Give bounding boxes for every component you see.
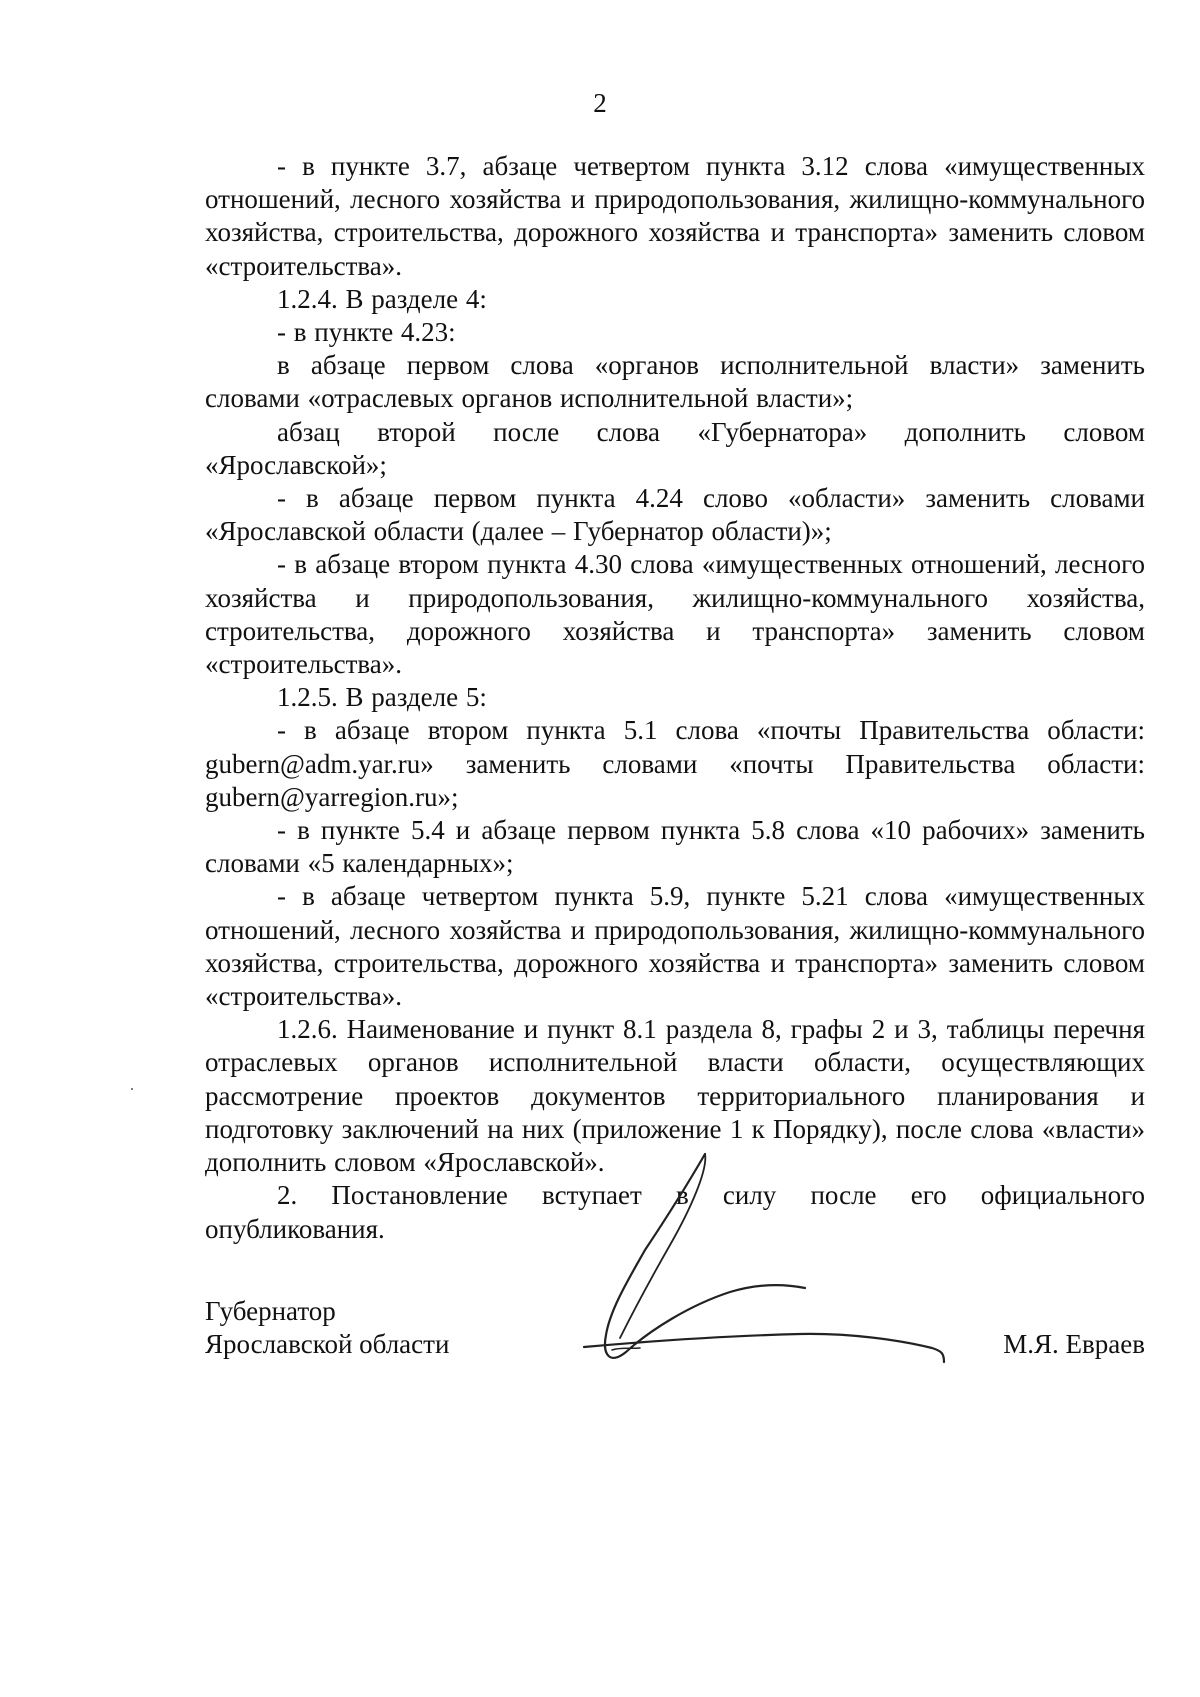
paragraph: - в абзаце втором пункта 4.30 слова «имущественных отношений, лесного хозяйства и природопользования, жилищно-коммунального хозяйства, строительства, дорожного хозяйства и транспорта» заменить словом «строительства». [205,549,1145,680]
paragraph: - в абзаце четвертом пункта 5.9, пункте 5.21 слова «имущественных отношений, лесного хозяйства и природопользования, жилищно-коммунального хозяйства, строительства, дорожного хозяйства и транспорта» заменить словом «строительства». [205,881,1145,1012]
paragraph: 2. Постановление вступает в силу после его официального опубликования. [205,1180,1145,1244]
paragraph: 1.2.6. Наименование и пункт 8.1 раздела 8, графы 2 и 3, таблицы перечня отраслевых органов исполнительной власти области, осуществляющих рассмотрение проектов документов территориального планирования и подготовку заключений на них (приложение 1 к Порядку), после слова «власти» дополнить словом «Ярославской». [205,1014,1145,1178]
paragraph: 1.2.5. В разделе 5: [277,682,487,713]
document-body [205,150,1145,1246]
signatory-name: М.Я. Евраев [1003,1329,1145,1359]
page-number: 2 [593,88,607,118]
signatory-title-line: Губернатор [205,1296,336,1326]
paragraph: абзац второй после слова «Губернатора» дополнить словом «Ярославской»; [205,416,1145,480]
paragraph: - в пункте 3.7, абзаце четвертом пункта 3.12 слова «имущественных отношений, лесного хозяйства и природопользования, жилищно-коммунального хозяйства, строительства, дорожного хозяйства и транспорта» заменить словом «строительства». [205,151,1145,281]
paragraph: - в абзаце втором пункта 5.1 слова «почты Правительства области: gubern@adm.yar.ru» заменить словами «почты Правительства области: gubern@yarregion.ru»; [205,715,1145,812]
paragraph: в абзаце первом слова «органов исполнительной власти» заменить словами «отраслевых органов исполнительной власти»; [205,350,1145,414]
signatory-title [205,1295,449,1361]
paragraph: - в абзаце первом пункта 4.24 слово «области» заменить словами «Ярославской области (далее – Губернатор области)»; [205,483,1145,547]
paragraph: 1.2.4. В разделе 4: [277,283,487,314]
scan-speck [131,1088,133,1090]
signature-block [205,1295,1145,1375]
paragraph: - в пункте 5.4 и абзаце первом пункта 5.8 слова «10 рабочих» заменить словами «5 календарных»; [205,815,1145,879]
signatory-title-line: Ярославской области [205,1329,450,1359]
paragraph: - в пункте 4.23: [277,317,456,348]
